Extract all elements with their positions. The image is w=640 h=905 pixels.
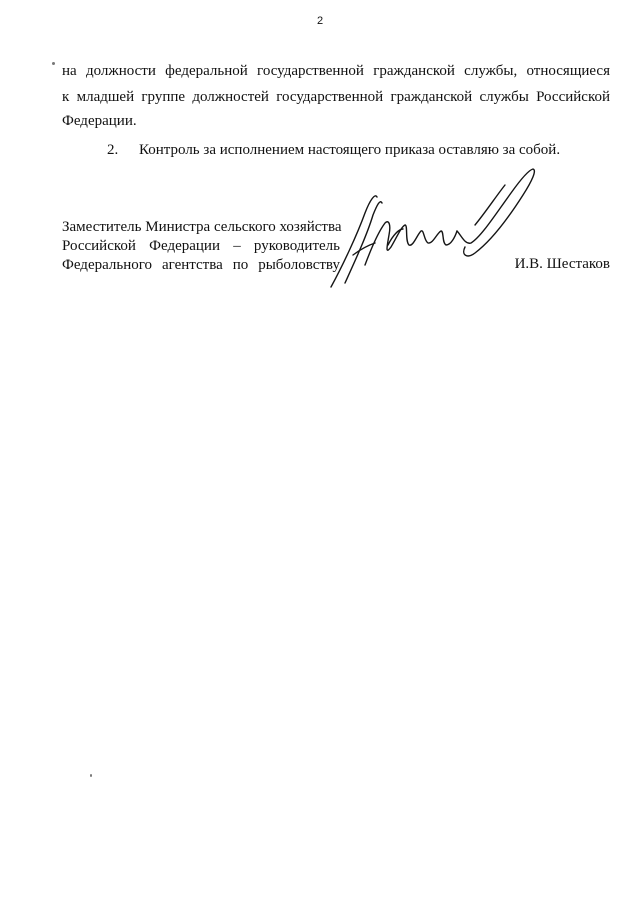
scan-speck (90, 774, 92, 777)
numbered-item-2 (107, 141, 560, 160)
paragraph-line-3: Федерации. (62, 113, 137, 129)
position-line-2: Российской Федерации – руководитель (62, 238, 340, 254)
item-number: 2. (107, 142, 119, 158)
signatory-position (62, 218, 340, 275)
paragraph-line-2: к младшей группе должностей государственной гражданской службы Российской (62, 89, 610, 105)
position-line-1: Заместитель Министра сельского хозяйства (62, 219, 342, 235)
signer-name: И.В. Шестаков (514, 256, 610, 272)
handwritten-signature (325, 165, 540, 290)
position-line-3: Федерального агентства по рыболовству (62, 257, 340, 273)
paragraph-line-1: на должности федеральной государственной гражданской службы, относящиеся (62, 63, 610, 79)
scan-speck (52, 62, 55, 65)
page-number: 2 (316, 15, 324, 27)
item-text: Контроль за исполнением настоящего приказа оставляю за собой. (139, 142, 561, 158)
